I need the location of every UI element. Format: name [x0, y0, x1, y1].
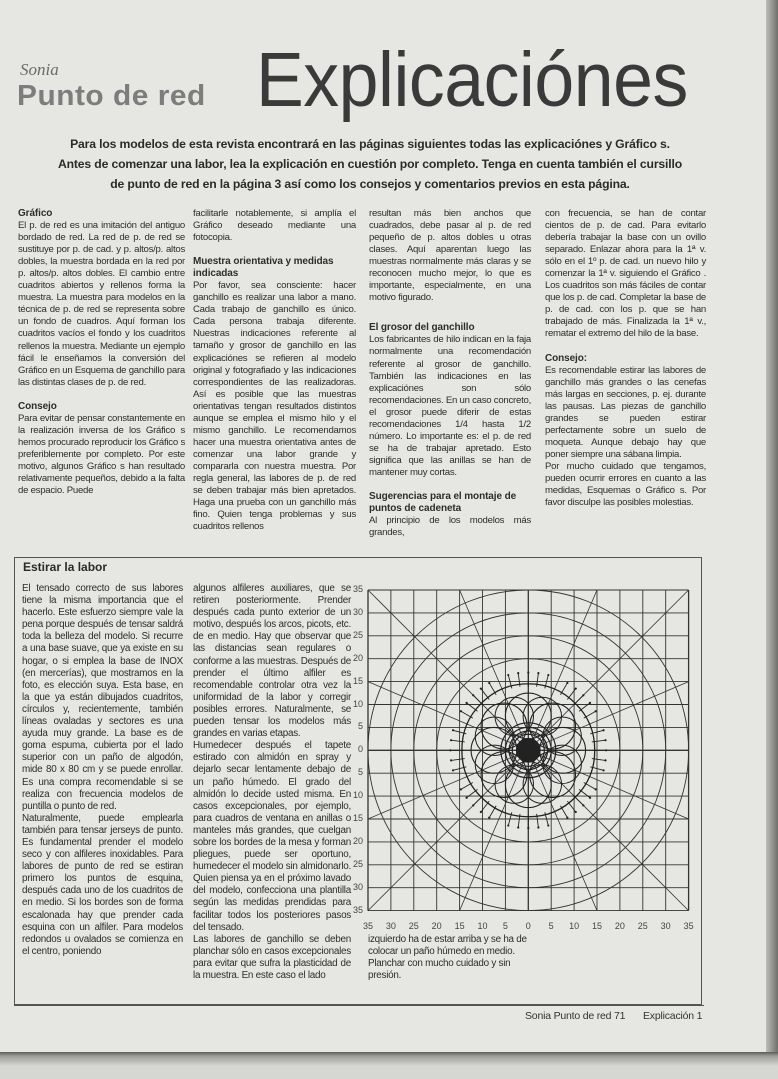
grid-x-label: 10	[569, 921, 580, 931]
doily-picot-dot	[602, 769, 604, 771]
grid-x-label: 15	[591, 921, 602, 931]
page-title: Explicaciónes	[256, 37, 688, 123]
doily-picot-dot	[604, 759, 606, 761]
intro-line: de punto de red en la página 3 así como los consejos y comentarios previos en esta página.	[110, 177, 630, 191]
doily-picot-dot	[547, 674, 549, 676]
doily-picot	[473, 695, 483, 705]
doily-picot-dot	[602, 729, 604, 731]
paragraph: Naturalmente, puede emplearla también para tensar jerseys de punto. Es fundamental prender el modelo seco y con alfileres inoxidables. Para labores de punto de red se estiran primero los puntos de esquina, después cada uno de los cuadritos de en medio. Si los bordes son de forma escalonada hay que prender cada esquina con un alfiler. Para modelos redondos u ovalados se comienza en el centro, poniendo	[22, 812, 183, 957]
paragraph: izquierdo ha de estar arriba y se ha de colocar un paño húmedo en medio. Planchar con mucho cuidado y sin presión.	[368, 934, 527, 982]
doily-picot-dot	[537, 826, 539, 828]
paragraph: Humedecer después el tapete estirado con almidón en spray y dejarlo secar lentamente debajo de un paño húmedo. El grado del almidón lo decide usted misma. En casos excepcionales, por ejemplo, para cuadros de ventana en anillas o manteles más grandes, que cuelgan sobre los bordes de la mesa y forman pliegues, puede ser oportuno, humedecer el modelo sin almidonarlo. Quien piensa ya en el próximo lavado del modelo, confecciona una plantilla según las medidas prendidas para facilitar todos los posteriores pasos del tensado.	[193, 740, 351, 933]
grid-y-label: 25	[352, 629, 363, 640]
grid-y-label: 10	[352, 790, 363, 801]
paragraph: resultan más bien anchos que cuadrados, debe pasar al p. de red pequeño de p. altos dobles u otras clases. Aquí aparentan luego las muestras normalmente más claras y se reconocen mucho mejor, lo que es importante, especialmente, en una motivo figurado.	[369, 208, 531, 304]
stretching-grid-diagram	[360, 582, 700, 924]
paragraph: facilitarle notablemente, si amplía el Gráfico deseado mediante una fotocopia.	[193, 208, 356, 244]
doily-picot-dot	[566, 817, 568, 819]
grid-y-label: 35	[352, 904, 363, 915]
doily-picot-dot	[527, 827, 529, 829]
intro	[20, 134, 720, 194]
grid-x-label: 30	[385, 921, 396, 931]
box-column-c	[368, 934, 538, 982]
grid-y-label: 10	[352, 698, 363, 709]
box-column-a	[22, 583, 183, 958]
heading-sugerencias: Sugerencias para el montaje de puntos de cadeneta	[369, 490, 517, 515]
doily-picot-dot	[450, 739, 452, 741]
doily-picot-dot	[507, 824, 509, 826]
footer-magazine: Sonia Punto de red 71	[525, 1010, 626, 1022]
column-4	[545, 208, 706, 509]
doily-picot-dot	[460, 710, 462, 712]
doily-picot-dot	[605, 749, 607, 751]
doily-picot-dot	[465, 797, 467, 799]
grid-y-label: 30	[352, 881, 363, 892]
scan-edge-right	[766, 0, 778, 1079]
scan-edge-bottom	[0, 1052, 778, 1079]
intro-line: Para los modelos de esta revista encontrará en las páginas siguientes todas las explicaciónes y Gráfico s.	[70, 137, 670, 151]
doily-picot-dot	[488, 682, 490, 684]
doily-picot-dot	[507, 674, 509, 676]
doily-picot-dot	[547, 824, 549, 826]
doily-picot-dot	[582, 694, 584, 696]
doily-picot-dot	[452, 769, 454, 771]
doily-picot-dot	[604, 739, 606, 741]
doily-picot-dot	[460, 788, 462, 790]
heading-grosor: El grosor del ganchillo	[369, 322, 475, 334]
doily-picot	[473, 796, 483, 806]
doily-picot-dot	[537, 672, 539, 674]
grid-x-label: 30	[660, 921, 671, 931]
doily-picot-dot	[527, 671, 529, 673]
heading-muestra: Muestra orientativa y medidas indicadas	[193, 256, 334, 280]
paragraph: Por mucho cuidado que tengamos, pueden ocurrir errores en cuanto a las medidas, Esquemas o Gráfico s. Por favor disculpe las posibles molestias.	[545, 460, 706, 509]
doily-picot-dot	[589, 797, 591, 799]
doily-picot-dot	[449, 749, 451, 751]
doily-picot-dot	[452, 729, 454, 731]
doily-picot-dot	[595, 788, 597, 790]
doily-picot-dot	[582, 804, 584, 806]
brand-small: Sonia	[20, 60, 59, 79]
doily-picot-dot	[472, 804, 474, 806]
paragraph: con frecuencia, se han de contar cientos de p. de cad. Para evitarlo debería trabajar la base con un ovillo separado. Enlazar ahora para la 1ª v. sólo en el 1º p. de cad. un nuevo hilo y comenzar la 1ª v. siguiendo el Gráfico . Los cuadritos son más fáciles de contar que los p. de cad. Completar la base de p. de cad. con los p. que se han trabajado de más. Finalizada la 1ª v., rematar el extremo del hilo de la base.	[545, 208, 706, 340]
grid-x-label: 15	[454, 921, 465, 931]
column-2	[193, 208, 356, 533]
grid-y-label: 15	[352, 813, 363, 823]
column-3	[369, 208, 531, 539]
box-column-b	[193, 583, 351, 982]
grid-y-label: 5	[357, 721, 363, 732]
doily-picot	[574, 796, 584, 806]
intro-line: Antes de comenzar una labor, lea la explicación en cuestión por completo. Tenga en cuenta también el cursillo	[57, 157, 683, 171]
grid-x-label: 35	[362, 921, 373, 931]
grid-x-label: 25	[637, 921, 648, 931]
paragraph: El tensado correcto de sus labores tiene la misma importancia que el hacerlo. Este esfuerzo siempre vale la pena porque después de tensar saldrá toda la belleza del modelo. Si recurre a una base suave, que ya existe en su hogar, o si emplea la base de INOX (en mercerías), que mostramos en la foto, es elección suya. Esta base, en la que ya están dibujados cuadritos, círculos y, recientemente, también líneas ovaladas y sectores es una ayuda muy grande. La base es de goma espuma, cubierta por el lado superior con un paño de algodón, mide 80 x 80 cm y se puede enrollar. Es una compra recomendable si se realiza con frecuencia modelos de puntilla o punto de red.	[22, 583, 183, 812]
doily-picot-dot	[517, 672, 519, 674]
column-1	[18, 208, 185, 497]
doily-picot-dot	[480, 687, 482, 689]
paragraph: algunos alfileres auxiliares, que se retiren posteriormente. Prender después cada punto exterior de un motivo, después los arcos, picots, etc. de en medio. Hay que observar que las distancias sean regulares o conforme a las muestras. Después de prender el último alfiler es recomendable controlar otra vez la uniformidad de la labor y corregir posibles errores. Naturalmente, se pueden tensar los modelos más grandes en varias etapas.	[193, 583, 351, 740]
doily-picot-dot	[575, 687, 577, 689]
doily-picot-dot	[488, 817, 490, 819]
doily-picot-dot	[472, 694, 474, 696]
paragraph: Los fabricantes de hilo indican en la faja normalmente una recomendación referente al grosor de ganchillo. También las indicaciones en las explicaciónes son sólo recomendaciones. En un caso concreto, el grosor puede diferir de estas recomendaciones 1/4 hasta 1/2 número. Lo importante es: el p. de red se ha de trabajar apretado. Esto significa que las anillas se han de mantener muy cortas.	[369, 334, 531, 478]
grid-x-label: 35	[683, 921, 694, 931]
grid-x-label: 0	[525, 921, 531, 931]
grid-y-label: 20	[352, 835, 363, 846]
grid-x-label: 20	[431, 921, 442, 931]
doily-picot-dot	[450, 759, 452, 761]
footer-page: Explicación 1	[643, 1010, 703, 1022]
paragraph: El p. de red es una imitación del antiguo bordado de red. La red de p. de red se sustituye por p. de cad. y p. altos/p. altos dobles, la muestra bordada en la red por p. altos/p. altos dobles. El cambio entre cuadritos abiertos y rellenos forma la muestra. La muestra para modelos en la técnica de p. de red se representa sobre un fondo de cuadros. Aquí forman los cuadritos vacíos el fondo y los cuadritos rellenos la muestra. Mediante un ejemplo fácil le enseñamos la conversión del Gráfico en un Esquema de ganchillo para las distintas clases de p. de red.	[18, 220, 185, 388]
footer-rule	[14, 1005, 704, 1006]
heading-grafico: Gráfico	[18, 208, 53, 219]
heading-consejo: Consejo:	[545, 352, 587, 364]
grid-y-label: 35	[352, 584, 363, 594]
doily-picot-dot	[575, 811, 577, 813]
grid-y-label: 5	[357, 767, 363, 778]
paragraph: Para evitar de pensar constantemente en la realización inversa de los Gráfico s hemos procurado reproducir los Gráfico s preferiblemente por completo. Por este motivo, algunos Gráfico s han resultado relativamente pequeños, debido a la falta de espacio. Puede	[18, 412, 185, 497]
paragraph: Las labores de ganchillo se deben planchar sólo en casos excepcionales para evitar que sufra la plasticidad de la muestra. En este caso el lado	[193, 933, 351, 981]
doily-picot-dot	[480, 811, 482, 813]
grid-y-label: 15	[352, 675, 363, 686]
paragraph: Es recomendable estirar las labores de ganchillo más grandes o las cenefas más largas en secciones, p. ej. durante las pausas. Las piezas de ganchillo grandes se pueden estirar perfectamente sobre un suelo de moqueta. Aunque debajo hay que poner siempre una sábana limpia.	[545, 364, 706, 460]
doily-center	[516, 738, 541, 763]
doily-picot-dot	[465, 702, 467, 704]
doily-picot-dot	[566, 682, 568, 684]
box-title: Estirar la labor	[23, 560, 108, 574]
grid-x-label: 5	[548, 921, 554, 931]
doily-picot-dot	[517, 826, 519, 828]
grid-y-label: 20	[352, 652, 363, 663]
paragraph: Al principio de los modelos más grandes,	[369, 515, 531, 539]
grid-x-label: 5	[502, 921, 508, 931]
grid-y-label: 30	[352, 606, 363, 617]
grid-x-label: 20	[614, 921, 625, 931]
grid-y-label: 25	[352, 858, 363, 869]
doily-picot-dot	[595, 710, 597, 712]
paragraph: Por favor, sea consciente: hacer ganchillo es realizar una labor a mano. Cada trabajo de ganchillo es único. Cada persona trabaja diferente. Nuestras indicaciones referente al tamaño y grosor de ganchillo en las explicaciónes se refieren al modelo original y fotografiado y las indicaciones correspondientes de las realizadoras. Así es posible que las muestras orientativas tengan resultados distintos aunque se emplea el mismo hilo y el mismo ganchillo. Le recomendamos hacer una muestra orientativa antes de comenzar una labor grande y compararla con nuestra muestra. Por regla general, las labores de p. de red se deben trabajar más bien apretados. Haga una prueba con un ganchillo más fino. Quien tenga problemas y sus cuadritos rellenos	[193, 280, 356, 533]
grid-x-label: 25	[408, 921, 419, 931]
heading-consejo: Consejo	[18, 400, 57, 412]
grid-y-label: 0	[357, 744, 363, 755]
doily-picot-dot	[589, 702, 591, 704]
grid-x-label: 10	[477, 921, 488, 931]
brand-large: Punto de red	[17, 80, 206, 112]
doily-picot	[574, 695, 584, 705]
